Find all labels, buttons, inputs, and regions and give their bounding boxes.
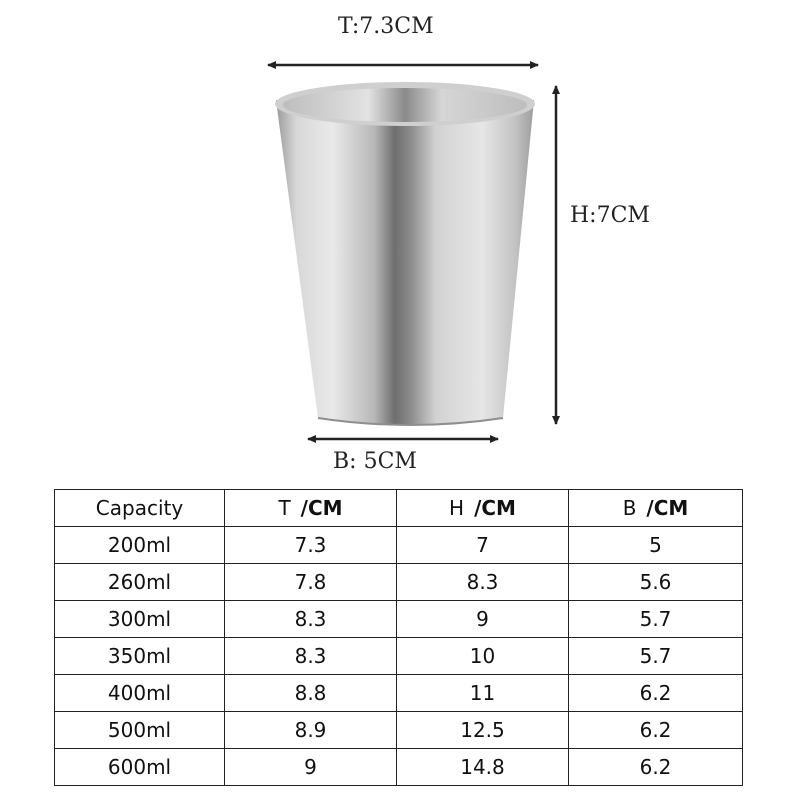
header-bottom-diameter xyxy=(569,490,743,527)
cell-bottom: 5 xyxy=(569,527,743,564)
table-row xyxy=(55,564,743,601)
table-header-row xyxy=(55,490,743,527)
cup-interior xyxy=(283,88,527,122)
cell-height: 10 xyxy=(397,638,569,675)
header-bottom-unit: /CM xyxy=(646,496,689,520)
cell-top: 8.8 xyxy=(225,675,397,712)
cell-height: 12.5 xyxy=(397,712,569,749)
header-top-letter: T xyxy=(278,496,291,520)
cell-bottom: 6.2 xyxy=(569,712,743,749)
table-row xyxy=(55,601,743,638)
header-top-diameter xyxy=(225,490,397,527)
cell-capacity: 600ml xyxy=(55,749,225,786)
table-row xyxy=(55,638,743,675)
cell-bottom: 5.7 xyxy=(569,601,743,638)
table-row xyxy=(55,675,743,712)
cell-top: 8.3 xyxy=(225,638,397,675)
header-height-unit: /CM xyxy=(474,496,516,520)
header-capacity: Capacity xyxy=(55,490,225,527)
cell-height: 9 xyxy=(397,601,569,638)
cell-capacity: 300ml xyxy=(55,601,225,638)
cell-bottom: 6.2 xyxy=(569,675,743,712)
height-label: H:7CM xyxy=(570,203,650,228)
cell-top: 7.8 xyxy=(225,564,397,601)
header-height xyxy=(397,490,569,527)
header-height-letter: H xyxy=(449,496,465,520)
cell-top: 8.3 xyxy=(225,601,397,638)
cell-capacity: 260ml xyxy=(55,564,225,601)
bottom-diameter-label: B: 5CM xyxy=(333,449,417,474)
cell-height: 14.8 xyxy=(397,749,569,786)
cup-body xyxy=(276,100,534,425)
table-row xyxy=(55,749,743,786)
cell-capacity: 500ml xyxy=(55,712,225,749)
cell-top: 9 xyxy=(225,749,397,786)
cell-capacity: 200ml xyxy=(55,527,225,564)
header-bottom-letter: B xyxy=(622,496,637,520)
cell-height: 11 xyxy=(397,675,569,712)
cell-height: 8.3 xyxy=(397,564,569,601)
cell-top: 8.9 xyxy=(225,712,397,749)
cell-top: 7.3 xyxy=(225,527,397,564)
cell-bottom: 6.2 xyxy=(569,749,743,786)
cell-bottom: 5.6 xyxy=(569,564,743,601)
table-row xyxy=(55,527,743,564)
cup-icon xyxy=(275,82,535,425)
top-diameter-label: T:7.3CM xyxy=(338,14,434,39)
cell-bottom: 5.7 xyxy=(569,638,743,675)
cell-capacity: 350ml xyxy=(55,638,225,675)
table-row xyxy=(55,712,743,749)
cell-capacity: 400ml xyxy=(55,675,225,712)
size-spec-table xyxy=(54,489,743,786)
header-top-unit: /CM xyxy=(300,496,343,520)
cell-height: 7 xyxy=(397,527,569,564)
